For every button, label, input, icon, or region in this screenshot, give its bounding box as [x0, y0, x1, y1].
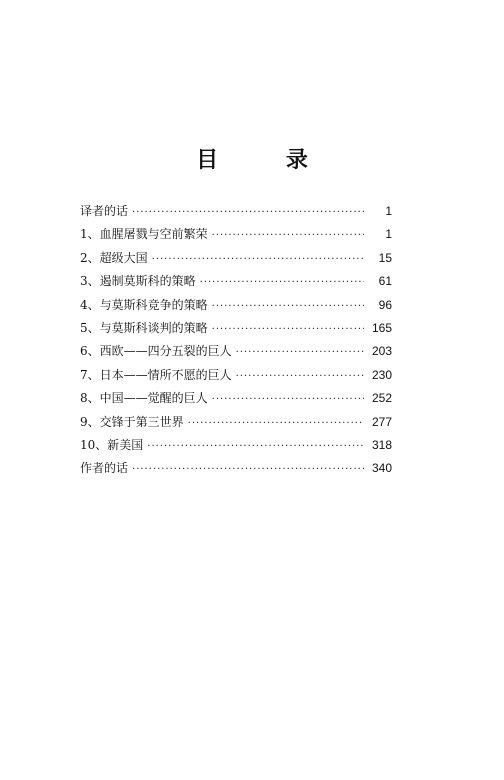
dot-leader — [212, 224, 364, 247]
dot-leader — [236, 341, 364, 364]
toc-entry-author-note[interactable] — [80, 457, 392, 480]
toc-entry-label: 7、日本——情所不愿的巨人 — [80, 367, 232, 382]
toc-entry-page: 252 — [371, 391, 392, 406]
toc-entry-label: 译者的话 — [80, 204, 129, 218]
toc-entry-chapter-6[interactable] — [80, 340, 392, 363]
toc-entry-page: 340 — [371, 461, 392, 476]
page-title: 目 录 — [196, 147, 338, 173]
dot-leader — [212, 295, 364, 318]
toc-entry-translator-note[interactable] — [80, 200, 392, 223]
toc-entry-chapter-9[interactable] — [80, 411, 392, 434]
toc-entry-label: 作者的话 — [80, 461, 129, 476]
toc-entry-chapter-1[interactable] — [80, 223, 392, 246]
toc-entry-page: 165 — [371, 320, 392, 335]
toc-entry-label: 2、超级大国 — [80, 250, 148, 265]
toc-entry-label: 10、新美国 — [80, 437, 144, 452]
toc-entry-label: 4、与莫斯科竞争的策略 — [80, 297, 208, 312]
toc-entry-page: 203 — [371, 344, 392, 359]
dot-leader — [132, 458, 364, 481]
toc-entry-chapter-8[interactable] — [80, 387, 392, 410]
toc-entry-page: 230 — [371, 367, 392, 382]
toc-entry-page: 96 — [378, 297, 392, 312]
toc-entry-page: 1 — [385, 204, 392, 218]
toc-entry-chapter-7[interactable] — [80, 364, 392, 387]
toc-entry-page: 1 — [385, 227, 392, 242]
table-of-contents — [80, 200, 392, 481]
toc-entry-label: 8、中国——觉醒的巨人 — [80, 391, 208, 406]
toc-entry-page: 318 — [371, 437, 392, 452]
toc-entry-label: 1、血腥屠戮与空前繁荣 — [80, 227, 208, 242]
toc-entry-page: 15 — [378, 250, 392, 265]
dot-leader — [212, 318, 364, 341]
toc-entry-chapter-2[interactable] — [80, 247, 392, 270]
dot-leader — [212, 388, 364, 411]
dot-leader — [236, 365, 364, 388]
dot-leader — [147, 435, 364, 458]
toc-entry-label: 6、西欧——四分五裂的巨人 — [80, 344, 232, 359]
toc-entry-chapter-10[interactable] — [80, 434, 392, 457]
toc-entry-page: 277 — [371, 414, 392, 429]
dot-leader — [188, 412, 364, 435]
toc-entry-label: 5、与莫斯科谈判的策略 — [80, 320, 208, 335]
toc-entry-label: 9、交锋于第三世界 — [80, 414, 184, 429]
dot-leader — [132, 201, 364, 224]
toc-entry-chapter-5[interactable] — [80, 317, 392, 340]
dot-leader — [200, 271, 364, 294]
toc-entry-label: 3、遏制莫斯科的策略 — [80, 274, 196, 289]
dot-leader — [152, 248, 364, 271]
toc-entry-chapter-4[interactable] — [80, 294, 392, 317]
toc-entry-chapter-3[interactable] — [80, 270, 392, 293]
toc-entry-page: 61 — [378, 274, 392, 289]
